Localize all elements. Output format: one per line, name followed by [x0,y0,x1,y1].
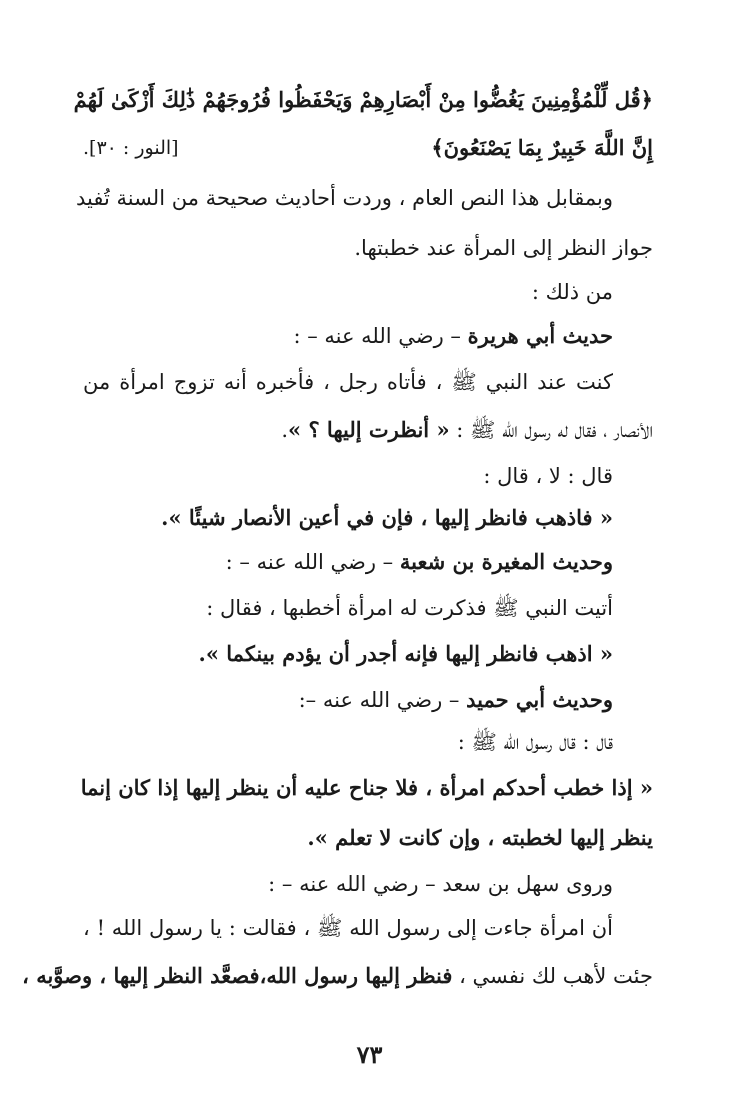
paragraph-line [22,956,653,996]
paragraph-text: جئت لأهب لك نفسي ، [452,964,653,988]
paragraph-line: وروى سهل بن سعد – رضي الله عنه – : [268,872,613,896]
narrator-name: وحديث المغيرة بن شعبة [399,549,613,574]
hadith-quote-line: « فاذهب فانظر إليها ، فإن في أعين الأنصار شيئًا ». [161,505,613,530]
hadith-heading-mughira [83,542,613,582]
verse-citation: [النور : ٣٠]. [83,137,179,159]
paragraph-text: الأنصار ، فقال له رسول الله ﷺ : [449,418,653,442]
paragraph-line: جواز النظر إلى المرأة عند خطبتها. [354,236,653,260]
quran-verse-line-1: ﴿قُل لِّلْمُؤْمِنِينَ يَغُضُّوا مِنْ أَبْصَارِهِمْ وَيَحْفَظُوا فُرُوجَهُمْ ذَٰلِكَ أَزْكَىٰ لَهُمْ [73,87,653,112]
punctuation: . [281,418,289,442]
paragraph-line: كنت عند النبي ﷺ ، فأتاه رجل ، فأخبره أنه تزوج امرأة من [83,370,613,394]
paragraph-line: وبمقابل هذا النص العام ، وردت أحاديث صحيحة من السنة تُفيد [75,186,613,210]
narrator-name: حديث أبي هريرة [467,323,613,348]
hadith-quote: « أنظرت إليها ؟ » [288,417,450,442]
paragraph-line: من ذلك : [531,280,613,304]
hadith-quote: فنظر إليها رسول الله،فصعَّد النظر إليها ، وصوَّبه ، [22,963,453,988]
narrator-honorific: – رضي الله عنه – : [225,550,400,574]
paragraph-line: أن امرأة جاءت إلى رسول الله ﷺ ، فقالت : يا رسول الله ! ، [83,916,613,940]
paragraph-line [83,410,653,450]
hadith-quote-line: « اذهب فانظر إليها فإنه أجدر أن يؤدم بينكما ». [198,641,613,666]
narrator-honorific: – رضي الله عنه –: [298,688,467,712]
paragraph-line: قال : قال رسول الله ﷺ : [457,730,613,754]
hadith-heading-abu-humayd [83,680,613,720]
paragraph-line: أتيت النبي ﷺ فذكرت له امرأة أخطبها ، فقال : [206,596,613,620]
hadith-heading-abu-hurayra [83,316,613,356]
hadith-quote-line: ينظر إليها لخطبته ، وإن كانت لا تعلم ». [307,825,653,850]
paragraph-line: قال : لا ، قال : [483,464,613,488]
hadith-quote-line: « إذا خطب أحدكم امرأة ، فلا جناح عليه أن ينظر إليها إذا كان إنما [80,775,653,800]
quran-verse-line-2 [83,128,653,168]
quran-verse-ending: إِنَّ اللَّهَ خَبِيرٌ بِمَا يَصْنَعُونَ﴾ [431,135,653,160]
narrator-honorific: – رضي الله عنه – : [293,324,468,348]
page-number: ٧٣ [356,1040,383,1069]
narrator-name: وحديث أبي حميد [466,687,613,712]
